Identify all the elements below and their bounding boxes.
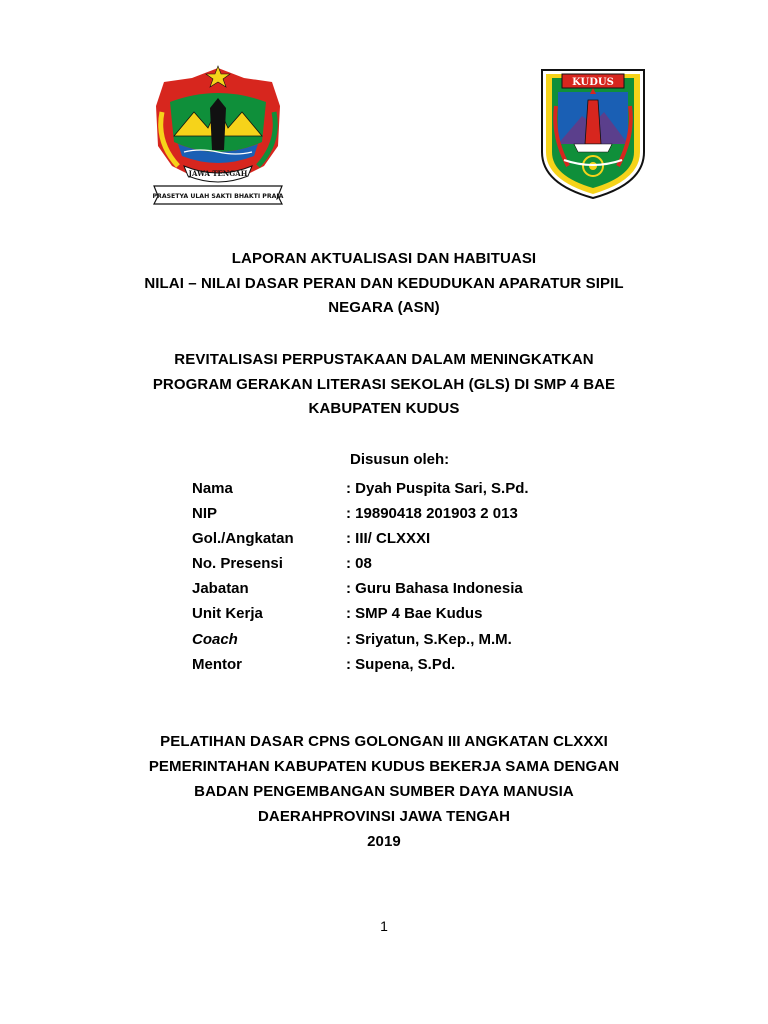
institution-line: PEMERINTAHAN KABUPATEN KUDUS BEKERJA SAMA DENGAN	[148, 758, 620, 775]
report-year: 2019	[367, 833, 401, 850]
info-label: NIP	[192, 505, 218, 523]
institution-line: DAERAHPROVINSI JAWA TENGAH	[257, 808, 511, 825]
info-value: : III/ CLXXXI	[346, 530, 431, 548]
info-value: : SMP 4 Bae Kudus	[346, 605, 483, 623]
emblem-ribbon-top-text: JAWA TENGAH	[188, 169, 248, 178]
page-number: 1	[380, 918, 388, 934]
info-value: : 08	[346, 555, 372, 573]
info-label: Nama	[192, 480, 233, 497]
report-title-line: NEGARA (ASN)	[328, 299, 440, 316]
info-label: Mentor	[192, 655, 242, 673]
info-value: : Supena, S.Pd.	[346, 655, 456, 673]
report-topic-line: PROGRAM GERAKAN LITERASI SEKOLAH (GLS) DI SMP 4 BAE	[152, 375, 616, 393]
report-title-line: LAPORAN AKTUALISASI DAN HABITUASI	[231, 250, 537, 267]
report-title	[100, 247, 668, 321]
kudus-emblem	[538, 66, 648, 202]
report-topic-line: REVITALISASI PERPUSTAKAAN DALAM MENINGKATKAN	[174, 351, 594, 368]
info-label: Coach	[192, 630, 238, 648]
info-label: Gol./Angkatan	[192, 530, 294, 548]
info-value: : 19890418 201903 2 013	[346, 505, 518, 523]
report-title-line: NILAI – NILAI DASAR PERAN DAN KEDUDUKAN APARATUR SIPIL	[144, 274, 624, 292]
info-value: : Guru Bahasa Indonesia	[346, 580, 523, 598]
institution-line: PELATIHAN DASAR CPNS GOLONGAN III ANGKATAN CLXXXI	[160, 733, 608, 750]
info-label: Unit Kerja	[192, 605, 263, 623]
emblem-ribbon-bottom-text: PRASETYA ULAH SAKTI BHAKTI PRAJA	[152, 193, 284, 200]
info-value: : Sriyatun, S.Kep., M.M.	[346, 630, 512, 648]
prepared-by-label: Disusun oleh:	[350, 451, 450, 468]
report-topic	[100, 348, 668, 422]
institution-line: BADAN PENGEMBANGAN SUMBER DAYA MANUSIA	[194, 783, 574, 800]
jawa-tengah-emblem	[148, 62, 288, 208]
info-value: : Dyah Puspita Sari, S.Pd.	[346, 480, 529, 497]
emblem-banner-text: KUDUS	[572, 77, 614, 88]
info-label: Jabatan	[192, 580, 249, 598]
institution-block	[100, 729, 668, 854]
report-topic-line: KABUPATEN KUDUS	[308, 400, 460, 417]
info-label: No. Presensi	[192, 555, 283, 573]
